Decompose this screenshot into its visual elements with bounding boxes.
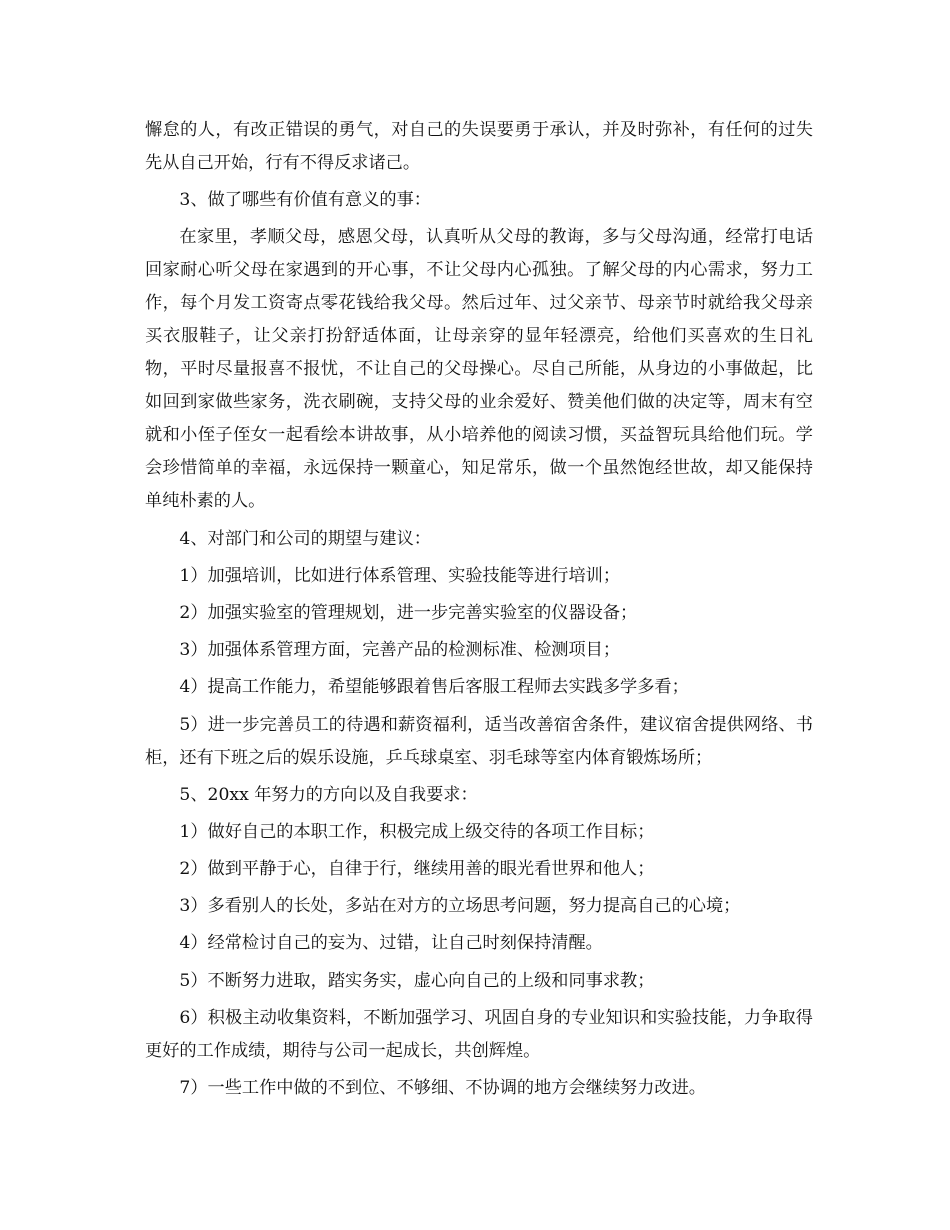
goal-7: 7）一些工作中做的不到位、不够细、不协调的地方会继续努力改进。 [179, 1078, 706, 1098]
paragraph-continuation: 懈怠的人，有改正错误的勇气，对自己的失误要勇于承认，并及时弥补，有任何的过失先从自己开始，行有不得反求诸己。 [145, 120, 813, 173]
suggestion-3: 3）加强体系管理方面，完善产品的检测标准、检测项目； [179, 640, 621, 661]
goal-5: 5）不断努力进取，踏实务实，虚心向自己的上级和同事求教； [179, 970, 655, 991]
heading-item-4: 4、对部门和公司的期望与建议： [179, 528, 431, 549]
suggestion-4: 4）提高工作能力，希望能够跟着售后客服工程师去实践多学多看； [179, 677, 689, 698]
goal-4: 4）经常检讨自己的妄为、过错，让自己时刻保持清醒。 [179, 933, 603, 954]
goal-2: 2）做到平静于心，自律于行，继续用善的眼光看世界和他人； [179, 859, 655, 880]
suggestion-1: 1）加强培训，比如进行体系管理、实验技能等进行培训； [179, 565, 621, 586]
paragraph-family: 在家里，孝顺父母，感恩父母，认真听从父母的教诲，多与父母沟通，经常打电话回家耐心听父母在家遇到的开心事，不让父母内心孤独。了解父母的内心需求，努力工作，每个月发工资寄点零花钱给我父母。然后过年、过父亲节、母亲节时就给我父母亲买衣服鞋子，让父亲打扮舒适体面，让母亲穿的显年轻漂亮，给他们买喜欢的生日礼物，平时尽量报喜不报忧，不让自己的父母操心。尽自己所能，从身边的小事做起，比如回到家做些家务，洗衣刷碗，支持父母的业余爱好、赞美他们做的决定等，周末有空就和小侄子侄女一起看绘本讲故事，从小培养他的阅读习惯，买益智玩具给他们玩。学会珍惜简单的幸福，永远保持一颗童心，知足常乐，做一个虽然饱经世故，却又能保持单纯朴素的人。 [145, 227, 813, 512]
goal-6: 6）积极主动收集资料，不断加强学习、巩固自身的专业知识和实验技能，力争取得更好的工作成绩，期待与公司一起成长，共创辉煌。 [145, 1007, 813, 1061]
suggestion-2: 2）加强实验室的管理规划，进一步完善实验室的仪器设备； [179, 602, 638, 623]
goal-1: 1）做好自己的本职工作，积极完成上级交待的各项工作目标； [179, 821, 655, 842]
goal-3: 3）多看别人的长处，多站在对方的立场思考问题，努力提高自己的心境； [179, 896, 741, 917]
suggestion-5: 5）进一步完善员工的待遇和薪资福利，适当改善宿舍条件，建议宿舍提供网络、书柜，还有下班之后的娱乐设施，乒乓球桌室、羽毛球等室内体育锻炼场所； [145, 714, 813, 768]
heading-item-3: 3、做了哪些有价值有意义的事： [179, 190, 431, 211]
heading-item-5: 5、20xx 年努力的方向以及自我要求： [179, 784, 478, 805]
document-body [145, 114, 813, 1109]
